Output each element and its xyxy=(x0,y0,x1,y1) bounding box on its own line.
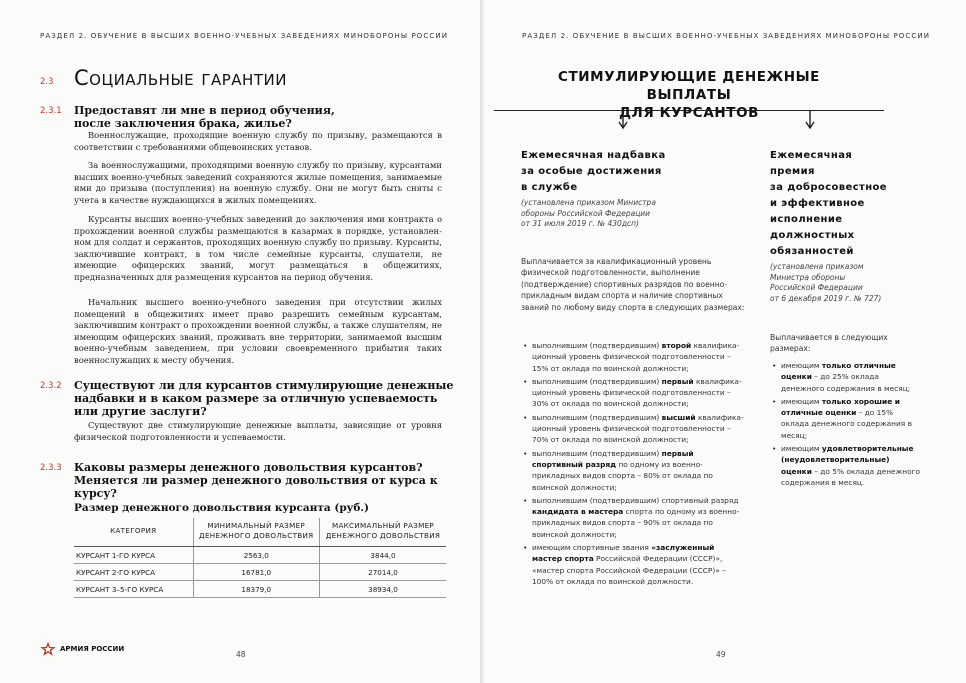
q1-question-line1: Предоставят ли мне в период обучения, xyxy=(74,104,335,117)
q2-question-line3: или другие заслуги? xyxy=(74,405,207,418)
item-emphasis: удовлетворительные (неудовлетворительные) оценки xyxy=(781,444,914,476)
logo-text: АРМИЯ РОССИИ xyxy=(60,645,125,653)
payments-title-line2: ДЛЯ КУРСАНТОВ xyxy=(618,105,760,121)
col2-heading-line: и эффективное xyxy=(770,198,865,209)
list-item xyxy=(770,360,920,394)
right-page xyxy=(484,0,966,683)
q1-paragraph-2 xyxy=(74,160,442,206)
col2-heading-line: премия xyxy=(770,166,815,177)
row-max: 38934,0 xyxy=(320,581,447,598)
running-head-left: РАЗДЕЛ 2. ОБУЧЕНИЕ В ВЫСШИХ ВОЕННО-УЧЕБНЫХ ЗАВЕДЕНИЯХ МИНОБОРОНЫ РОССИИ xyxy=(40,32,449,40)
table-row xyxy=(74,564,446,581)
col1-heading xyxy=(521,148,751,196)
item-text: имеющим xyxy=(781,396,822,406)
col2-intro: Выплачивается в следующих размерах: xyxy=(770,333,888,354)
list-item xyxy=(521,376,746,410)
table-title: Размер денежного довольствия курсанта (руб.) xyxy=(74,502,370,514)
section-title: Социальные гарантии xyxy=(74,66,287,90)
q1-paragraph-1 xyxy=(74,130,442,153)
q1-question-line2: после заключения брака, жилье? xyxy=(74,117,292,130)
table-row xyxy=(74,581,446,598)
payments-title xyxy=(544,68,834,122)
col1-heading-line: за особые достижения xyxy=(521,166,662,177)
item-text: – до 25% оклада денежного содержания в месяц; xyxy=(781,372,911,393)
item-emphasis: «заслуженный мастер спорта xyxy=(532,543,715,564)
q3-question-line2: Меняется ли размер денежного довольствия от курса к курсу? xyxy=(74,474,438,500)
list-item xyxy=(521,448,746,493)
header-category: КАТЕГОРИЯ xyxy=(74,518,193,547)
item-text: квалификационный уровень физической подготовленности – 70% от оклада по воинской должности; xyxy=(532,412,744,445)
page-number-left: 48 xyxy=(236,650,246,659)
item-text: выполнившим (подтвердившим) xyxy=(532,412,662,422)
col2-heading-line: исполнение xyxy=(770,214,843,225)
q1-paragraph-1-text: Военнослужащие, проходящие военную службу по призыву, размещаются в соответствии с требованиями общевоинских уставов. xyxy=(74,130,442,152)
col2-note-line: Российской Федерации xyxy=(770,283,863,292)
col2-heading-line: должностных xyxy=(770,230,855,241)
row-max: 3844,0 xyxy=(320,547,447,564)
item-text: имеющим xyxy=(781,361,822,370)
army-logo xyxy=(40,641,124,657)
q2-question-line1: Существуют ли для курсантов стимулирующие денежные xyxy=(74,379,454,392)
item-text: – до 5% оклада денежного содержания в месяц. xyxy=(781,466,921,487)
col2-note xyxy=(770,262,940,304)
header-max: МАКСИМАЛЬНЫЙ РАЗМЕР ДЕНЕЖНОГО ДОВОЛЬСТВИЯ xyxy=(320,518,447,547)
item-emphasis: первый спортивный разряд xyxy=(532,448,694,469)
q2-question-line2: надбавки и в каком размере за отличную успеваемость xyxy=(74,392,438,405)
col2-note-line: от 6 декабря 2019 г. № 727) xyxy=(770,293,882,303)
q1-paragraph-2-text: За военнослужащими, проходящими военную службу по призыву, курсантами высших военно-учебных заведений сохраняются жилые помещения, занимаемые ими до призыва (поступления) на военную службу. Они не могут быть сняты с учета в качестве нуждающихся в жилых помещениях. xyxy=(74,160,442,205)
item-text: по одному из военно-прикладных видов спорта – 80% от оклада по воинской должности; xyxy=(532,459,713,492)
q1-paragraph-4 xyxy=(74,297,442,367)
col2-heading-line: за добросовестное xyxy=(770,182,887,193)
row-category: КУРСАНТ 2-ГО КУРСА xyxy=(74,564,193,581)
list-item xyxy=(521,542,746,587)
row-category: КУРСАНТ 1-ГО КУРСА xyxy=(74,547,193,564)
q1-number: 2.3.1 xyxy=(40,106,62,116)
q2-paragraph xyxy=(74,420,442,443)
q3-question-line1: Каковы размеры денежного довольствия курсантов? xyxy=(74,461,423,474)
item-text: спорта по одному из военно-прикладных видов спорта – 90% от оклада по воинской должности; xyxy=(532,507,740,539)
item-emphasis: высший xyxy=(661,412,696,422)
col2-heading xyxy=(770,148,940,260)
q1-paragraph-3-text: Курсанты высших военно-учебных заведений до заключения ими контракта о прохождении военной службы размещаются в казармах в порядке, установленном для солдат и сержантов, проходящих военную службу по призыву. Курсанты, заключившие контракт, в том числе семейные курсанты, слушатели, не имеющие офицерских званий, могут размещаться в общежитиях, предназначенных для размещения курсантов на период обучения. xyxy=(74,214,442,282)
col2-note-line: Министра обороны xyxy=(770,272,846,282)
arrow-down-icon xyxy=(805,110,815,130)
table-header-row xyxy=(74,518,446,547)
item-text: Российской Федерации (СССР)», «мастер спорта Российской Федерации (СССР)» – 100% от оклада по воинской должности. xyxy=(532,554,726,586)
pay-table xyxy=(74,518,446,598)
item-text: имеющим спортивные звания xyxy=(532,543,652,553)
list-item xyxy=(770,443,920,488)
list-item xyxy=(521,340,746,374)
q3-question xyxy=(74,461,454,500)
list-item xyxy=(770,396,920,441)
item-text: выполнившим (подтвердившим) xyxy=(532,376,662,386)
item-text: выполнившим (подтвердившим) xyxy=(532,448,662,458)
item-text: имеющим xyxy=(781,444,822,454)
q2-question xyxy=(74,379,454,418)
col1-note-line: обороны Российской Федерации xyxy=(521,208,651,218)
col1-heading-line: в службе xyxy=(521,182,578,193)
item-emphasis: первый xyxy=(661,376,694,386)
item-text: – до 15% оклада денежного содержания в месяц; xyxy=(781,408,912,440)
header-min: МИНИМАЛЬНЫЙ РАЗМЕР ДЕНЕЖНОГО ДОВОЛЬСТВИЯ xyxy=(193,518,319,547)
running-head-right: РАЗДЕЛ 2. ОБУЧЕНИЕ В ВЫСШИХ ВОЕННО-УЧЕБНЫХ ЗАВЕДЕНИЯХ МИНОБОРОНЫ РОССИИ xyxy=(522,32,931,40)
item-text: выполнившим (подтвердившим) спортивный разряд xyxy=(532,495,739,505)
col1-intro: Выплачивается за квалификационный уровень физической подготовленности, выполнение (подтверждение) спортивных разрядов по военно-прикладным видам спорта и наличие спортивных званий по любому виду спорта в следующих размерах: xyxy=(521,257,745,312)
col2-note-line: (установлена приказом xyxy=(770,262,864,271)
col2-heading-line: обязанностей xyxy=(770,246,854,257)
col1-heading-line: Ежемесячная надбавка xyxy=(521,150,666,161)
col1-list xyxy=(521,340,746,589)
q2-number: 2.3.2 xyxy=(40,381,62,391)
q1-paragraph-3 xyxy=(74,214,442,284)
col2-list xyxy=(770,360,920,490)
arrow-down-icon xyxy=(618,110,628,130)
q1-question xyxy=(74,104,454,130)
q1-paragraph-4-text: Начальник высшего военно-учебного заведения при отсутствии жилых помещений в общежитиях имеет право разрешить семейным курсантам, заключившим контракт о прохождении военной службы, а также слушателям, не имеющим офицерских званий, проживать вне территории, занимаемой высшим военно-учебным заведением, при условии своевременного прибытия таких военнослужащих к месту обучения. xyxy=(74,297,442,365)
item-emphasis: только отличные оценки xyxy=(781,361,896,382)
row-category: КУРСАНТ 3–5-ГО КУРСА xyxy=(74,581,193,598)
row-min: 16781,0 xyxy=(193,564,319,581)
col2-heading-line: Ежемесячная xyxy=(770,150,853,161)
list-item xyxy=(521,412,746,446)
title-rule xyxy=(494,110,884,111)
col1-note xyxy=(521,198,751,230)
col1-note-line: (установлена приказом Министра xyxy=(521,198,656,207)
payments-title-line1: СТИМУЛИРУЮЩИЕ ДЕНЕЖНЫЕ ВЫПЛАТЫ xyxy=(557,69,821,103)
item-emphasis: только хорошие и отличные оценки xyxy=(781,396,900,418)
row-max: 27014,0 xyxy=(320,564,447,581)
col1-note-line: от 31 июля 2019 г. № 430дсп) xyxy=(521,219,639,228)
item-text: выполнившим (подтвердившим) xyxy=(532,341,662,350)
left-page xyxy=(0,0,482,683)
item-emphasis: кандидата в мастера xyxy=(532,507,624,517)
item-emphasis: второй xyxy=(661,341,692,350)
list-item xyxy=(521,495,746,540)
row-min: 2563,0 xyxy=(193,547,319,564)
table-row xyxy=(74,547,446,564)
section-number: 2.3 xyxy=(40,77,54,87)
page-number-right: 49 xyxy=(716,650,726,659)
star-icon xyxy=(40,641,56,657)
q3-number: 2.3.3 xyxy=(40,463,62,473)
q2-paragraph-text: Существуют две стимулирующие денежные выплаты, зависящие от уровня физической подготовленности и успеваемости. xyxy=(74,420,442,442)
item-text: квалификационный уровень физической подготовленности – 30% от оклада по воинской должности; xyxy=(532,376,742,409)
row-min: 18379,0 xyxy=(193,581,319,598)
item-text: квалификационный уровень физической подготовленности – 15% от оклада по воинской должности; xyxy=(532,341,740,373)
